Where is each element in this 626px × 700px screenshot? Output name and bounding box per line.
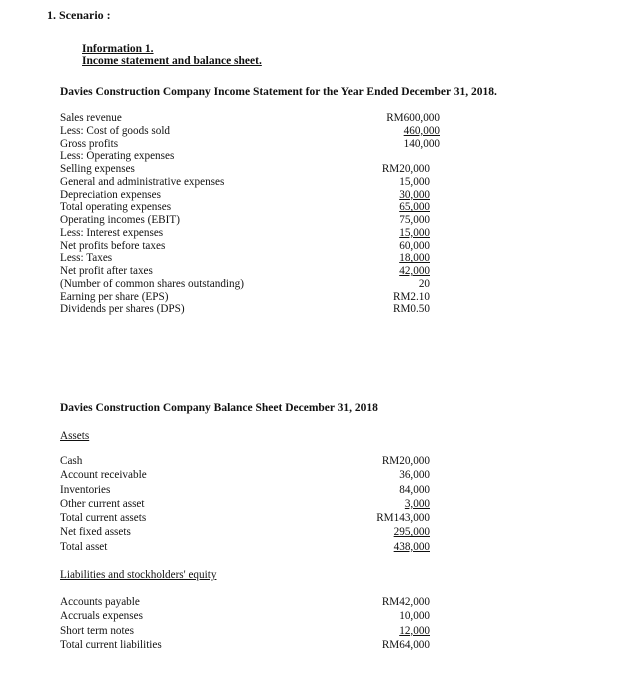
- scenario-heading: 1. Scenario :: [47, 8, 111, 22]
- row-label: Dividends per shares (DPS): [60, 303, 185, 316]
- table-row: [60, 138, 440, 151]
- row-value: 10,000: [399, 610, 430, 623]
- table-row: [60, 265, 440, 278]
- row-value: RM64,000: [381, 638, 430, 651]
- row-value: 65,000: [399, 201, 430, 214]
- row-label: Selling expenses: [60, 163, 135, 175]
- row-value: 30,000: [399, 188, 430, 201]
- row-value: 15,000: [399, 226, 430, 239]
- row-label: Short term notes: [60, 624, 134, 637]
- table-row: [60, 609, 440, 623]
- row-value: RM20,000: [381, 163, 430, 175]
- row-label: Sales revenue: [60, 112, 122, 124]
- row-value: RM20,000: [381, 455, 430, 467]
- table-row: [60, 252, 440, 265]
- table-row: [60, 291, 440, 304]
- row-value: 20: [418, 277, 430, 290]
- liabilities-table: [60, 595, 440, 652]
- row-value: 18,000: [399, 252, 430, 265]
- row-value: RM2.10: [393, 290, 430, 303]
- table-row: [60, 483, 440, 497]
- row-value: RM143,000: [376, 512, 430, 525]
- table-row: [60, 595, 440, 609]
- row-label: Less: Taxes: [60, 252, 113, 265]
- row-label: Total current liabilities: [60, 638, 162, 651]
- row-label: Cash: [60, 455, 83, 467]
- row-value: 15,000: [399, 175, 430, 188]
- balance-sheet-title: Davies Construction Company Balance Sheet December 31, 2018: [60, 402, 378, 414]
- row-value: 60,000: [399, 239, 430, 252]
- table-row: [60, 189, 440, 202]
- row-label: Earning per share (EPS): [60, 290, 169, 303]
- row-value: 42,000: [399, 265, 430, 277]
- table-row: [60, 638, 440, 652]
- info-title: Information 1.: [82, 43, 154, 55]
- row-label: Depreciation expenses: [60, 188, 161, 201]
- table-row: [60, 511, 440, 525]
- row-label: Accounts payable: [60, 596, 140, 608]
- income-statement-table: [60, 112, 440, 316]
- table-row: [60, 112, 440, 125]
- row-label: Inventories: [60, 483, 111, 496]
- assets-heading: Assets: [60, 430, 90, 442]
- row-label: General and administrative expenses: [60, 175, 225, 188]
- table-row: [60, 468, 440, 482]
- table-row: [60, 624, 440, 638]
- income-statement-title: Davies Construction Company Income Statement for the Year Ended December 31, 2018.: [60, 86, 497, 98]
- table-row: [60, 525, 440, 539]
- table-row: [60, 454, 440, 468]
- row-value: 36,000: [399, 469, 430, 482]
- row-label: Accruals expenses: [60, 610, 143, 623]
- row-value: 84,000: [399, 483, 430, 496]
- row-label: Less: Operating expenses: [60, 150, 175, 163]
- row-value: 75,000: [399, 214, 430, 226]
- row-value: 438,000: [393, 540, 430, 553]
- table-row: [60, 163, 440, 176]
- row-label: Less: Interest expenses: [60, 226, 164, 239]
- row-label: Other current asset: [60, 497, 145, 510]
- table-row: [60, 240, 440, 253]
- row-label: Gross profits: [60, 137, 119, 150]
- row-value: RM600,000: [386, 112, 440, 124]
- row-label: Total asset: [60, 540, 108, 553]
- table-row: [60, 303, 440, 316]
- table-row: [60, 176, 440, 189]
- row-label: (Number of common shares outstanding): [60, 277, 244, 290]
- table-row: [60, 278, 440, 291]
- assets-table: [60, 454, 440, 554]
- row-label: Total operating expenses: [60, 201, 172, 214]
- liabilities-heading: Liabilities and stockholders' equity: [60, 569, 217, 581]
- row-label: Net fixed assets: [60, 526, 131, 539]
- table-row: [60, 497, 440, 511]
- table-row: [60, 125, 440, 138]
- row-label: Total current assets: [60, 512, 147, 525]
- row-value: RM0.50: [393, 303, 430, 316]
- table-row: [60, 227, 440, 240]
- row-label: Less: Cost of goods sold: [60, 124, 171, 137]
- row-value: 460,000: [403, 124, 440, 137]
- info-subtitle: Income statement and balance sheet.: [82, 55, 262, 67]
- table-row: [60, 201, 440, 214]
- table-row: [60, 540, 440, 554]
- row-value: 12,000: [399, 624, 430, 637]
- table-row: [60, 214, 440, 227]
- row-label: Operating incomes (EBIT): [60, 214, 180, 226]
- table-row: [60, 150, 440, 163]
- row-label: Net profits before taxes: [60, 239, 166, 252]
- row-value: 140,000: [403, 137, 440, 150]
- row-value: 3,000: [404, 497, 430, 510]
- row-value: 295,000: [393, 526, 430, 539]
- row-label: Account receivable: [60, 469, 147, 482]
- row-value: RM42,000: [381, 596, 430, 608]
- row-label: Net profit after taxes: [60, 265, 153, 277]
